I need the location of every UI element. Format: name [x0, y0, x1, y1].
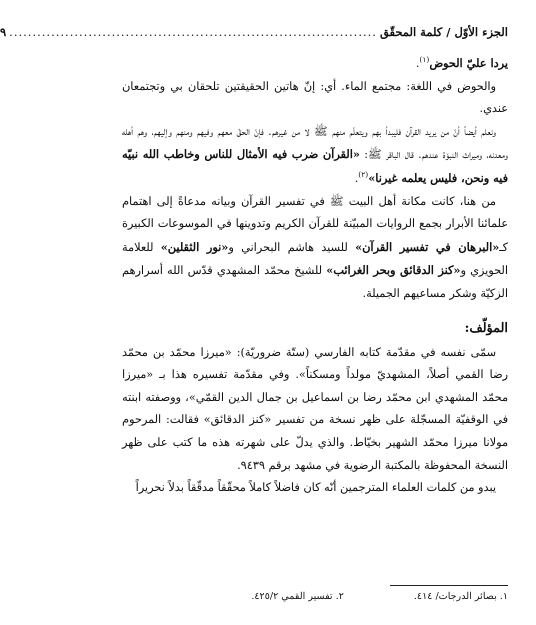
footnote-2: ٢. تفسير القمي ٤٢٥/٢. — [251, 591, 344, 602]
main-text — [122, 52, 508, 500]
book-title-kanz-daqaiq: «كنز الدقائق وبحر الغرائب» — [326, 263, 461, 278]
section-heading-author: المؤلّف: — [464, 320, 508, 336]
hadith-ending: يردا عليّ الحوض — [429, 56, 508, 70]
running-header — [0, 24, 508, 40]
footnote-divider — [390, 585, 508, 586]
paragraph-hawd-definition: والحوض في اللغة: مجتمع الماء. أي: إنّ هاتين الحقيقتين تلحقان بي وتجتمعان عندي. — [122, 79, 508, 116]
text-run: للشيخ محمّد المشهدي قدّس الله أسرارهم الزكيّة وشكر مساعيهم الجميلة. — [122, 264, 508, 300]
baqir-quote: «القرآن ضرب فيه الأمثال للناس وخاطب الله نبيّه فيه ونحن، فليس يعلمه غيرنا» — [122, 147, 508, 185]
paragraph-ahl-albayt — [122, 121, 508, 191]
text-run: للسيد هاشم البحراني و — [228, 240, 356, 254]
header-title: الجزء الأوّل / كلمة المحقّق — [379, 25, 508, 39]
period: . — [354, 171, 359, 185]
paragraph-hadith-end — [122, 52, 508, 76]
paragraph-author-name: سمّى نفسه في مقدّمة كتابه الفارسي (ستّة ضروريّة): «ميرزا محمّد بن محمّد رضا القمي أصلاً، المشهديّ مولداً ومسكناً». وفي مقدّمة تفسيره هذا بـ «ميرزا محمّد المشهدي ابن محمّد رضا بن اسماعيل بن جمال الدين القمّي»، ووصفته ابنته في الوقفيّة المسجّلة على ظهر نسخة من تفسير «كنز الدقائق» فقالت: المرحوم مولانا ميرزا محمّد الشهير بخيّاط. والذي يدلّ على شهرته هذه ما كتب على ظهر النسخة المحفوظة بالمكتبة الرضوية في مشهد برقم ٩٤٣٩. — [122, 345, 508, 472]
footnote-ref-2: (٢) — [358, 170, 369, 180]
book-title-nur-thaqalayn: «نور الثقلين» — [160, 239, 229, 254]
footnote-ref-1: (١) — [419, 55, 430, 65]
text-run: ونعلم أيضاً أنّ من يريد القرآن فليبدأ بهم ويتعلّم منهم ﷺ لا من غيرهم. فإنّ الحقّ معهم وفيهم ومنهم وإليهم، وهم أهله ومعدنه، وميراث النبوّة عندهم. قال الباقر ﷺ: — [122, 124, 508, 162]
paragraph-author-praise: يبدو من كلمات العلماء المترجمين أنّه كان فاضلاً كاملاً محقّقاً مدقّقاً بدلاً نحريراً — [135, 481, 496, 495]
text-run: للعلامة الحويزي و — [122, 240, 508, 278]
footnote-1: ١. بصائر الدرجات/ ٤١٤. — [413, 591, 508, 602]
book-title-burhan: «البرهان في تفسير القرآن» — [355, 239, 500, 254]
page-number: ٩ — [0, 25, 7, 39]
text-run: من هنا، كانت مكانة أهل البيت ﷺ في تفسير القرآن وبيانه مدعاةً إلى اهتمام علمائنا الأبرار بجمع الروايات المبيّنة للقرآن الكريم وتدوينها في الموسوعات الكبيرة كـ — [122, 194, 508, 254]
paragraph-tafsir-works — [122, 191, 508, 306]
period: . — [415, 57, 420, 70]
footnotes — [122, 590, 508, 604]
header-leader-dots: ............................................................................... — [9, 25, 377, 39]
